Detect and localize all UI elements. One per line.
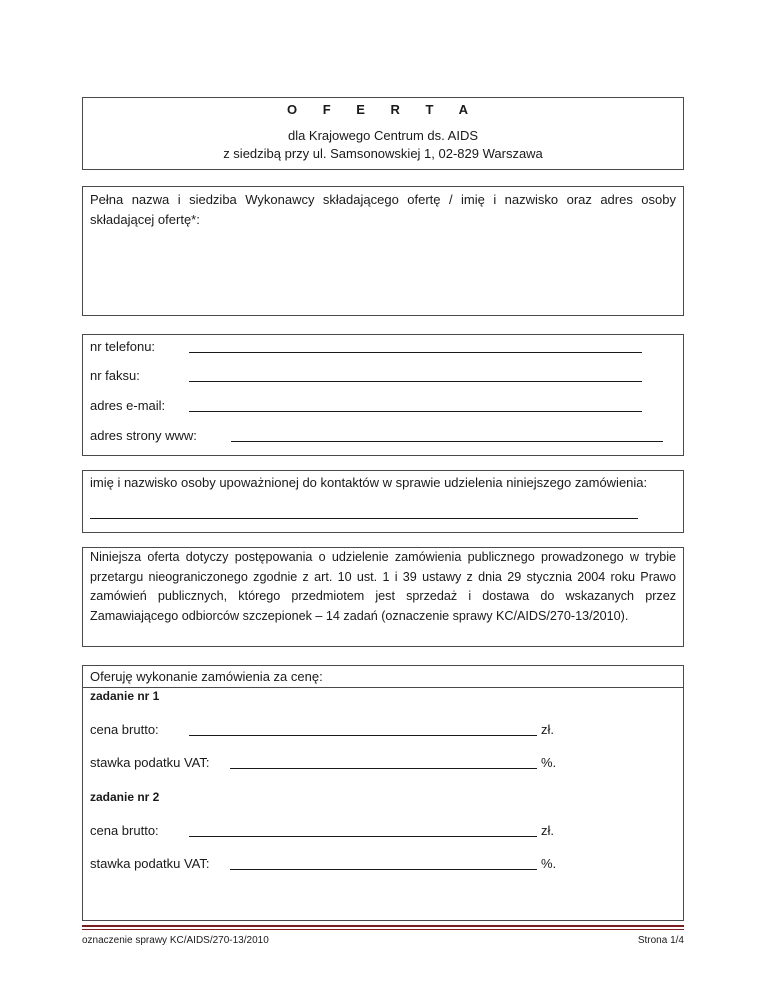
offer-heading: Oferuję wykonanie zamówienia za cenę:: [90, 669, 323, 684]
footer-case-number: oznaczenie sprawy KC/AIDS/270-13/2010: [82, 935, 269, 946]
fax-field-line[interactable]: [189, 381, 642, 382]
contact-person-label: imię i nazwisko osoby upoważnionej do kontaktów w sprawie udzielenia niniejszego zamówienia:: [90, 475, 648, 490]
document-title: O F E R T A: [286, 102, 480, 117]
www-field-line[interactable]: [231, 441, 663, 442]
contact-person-field-line[interactable]: [90, 518, 638, 519]
contact-person-box: [82, 470, 684, 533]
task-1-price-label: cena brutto:: [90, 722, 159, 737]
email-field-line[interactable]: [189, 411, 642, 412]
offer-divider: [83, 687, 683, 688]
task-2-price-label: cena brutto:: [90, 823, 159, 838]
task-2-price-unit: zł.: [541, 823, 554, 838]
contractor-box: [82, 186, 684, 316]
task-2-vat-field-line[interactable]: [230, 869, 537, 870]
header-line-1: dla Krajowego Centrum ds. AIDS: [287, 128, 479, 143]
task-2-price-field-line[interactable]: [189, 836, 537, 837]
task-1-title: zadanie nr 1: [90, 689, 160, 703]
header-line-2: z siedzibą przy ul. Samsonowskiej 1, 02-829 Warszawa: [223, 146, 543, 161]
notice-box: [82, 547, 684, 647]
footer-rule-thick: [82, 925, 684, 927]
footer-rule-thin: [82, 929, 684, 930]
task-1-price-unit: zł.: [541, 722, 554, 737]
notice-text: Niniejsza oferta dotyczy postępowania o udzielenie zamówienia publicznego prowadzonego w trybie przetargu nieograniczonego zgodnie z art. 10 ust. 1 i 39 ustawy z dnia 29 stycznia 2004 roku Prawo zamówień publicznych, którego przedmiotem jest sprzedaż i dostawa do wskazanych przez Zamawiającego odbiorców szczepionek – 14 zadań (oznaczenie sprawy KC/AIDS/270-13/2010).: [90, 550, 676, 623]
task-1-price-field-line[interactable]: [189, 735, 537, 736]
contractor-label: Pełna nazwa i siedziba Wykonawcy składającego ofertę / imię i nazwisko oraz adres osoby składającej ofertę*:: [90, 192, 676, 227]
task-2-vat-label: stawka podatku VAT:: [90, 856, 210, 871]
task-1-vat-label: stawka podatku VAT:: [90, 755, 210, 770]
phone-label: nr telefonu:: [90, 339, 156, 354]
contact-box: [82, 334, 684, 456]
footer-page-number: Strona 1/4: [637, 935, 684, 946]
phone-field-line[interactable]: [189, 352, 642, 353]
header-box: [82, 97, 684, 170]
www-label: adres strony www:: [90, 428, 197, 443]
task-1-vat-unit: %.: [541, 755, 557, 770]
task-2-title: zadanie nr 2: [90, 790, 160, 804]
email-label: adres e-mail:: [90, 398, 166, 413]
task-1-vat-field-line[interactable]: [230, 768, 537, 769]
fax-label: nr faksu:: [90, 368, 140, 383]
task-2-vat-unit: %.: [541, 856, 557, 871]
offer-box: [82, 665, 684, 921]
